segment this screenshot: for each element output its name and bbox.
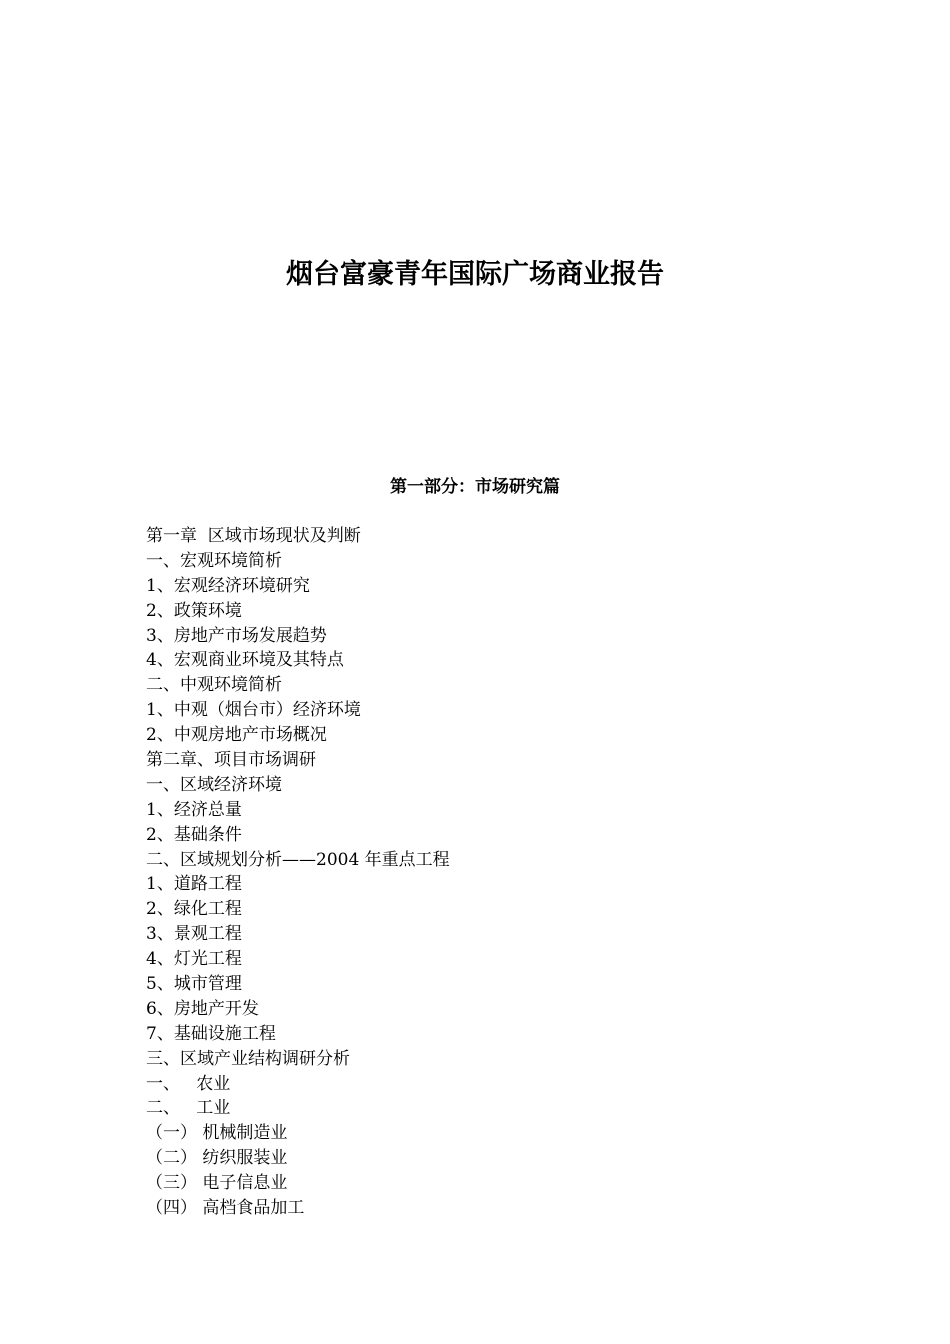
toc-item: 3、房地产市场发展趋势 <box>146 625 327 646</box>
document-title: 烟台富豪青年国际广场商业报告 <box>286 259 664 290</box>
toc-item: （三） 电子信息业 <box>146 1173 288 1194</box>
toc-item: 1、宏观经济环境研究 <box>146 575 310 596</box>
toc-item: 6、房地产开发 <box>146 998 259 1019</box>
toc-item: 一、宏观环境简析 <box>146 550 282 571</box>
toc-item: 2、政策环境 <box>146 600 242 621</box>
toc-item: （一） 机械制造业 <box>146 1123 288 1144</box>
toc-item: 第二章、项目市场调研 <box>146 750 316 771</box>
toc-item: （二） 纺织服装业 <box>146 1148 288 1169</box>
toc-item: 4、灯光工程 <box>146 949 242 970</box>
toc-item: 二、中观环境简析 <box>146 675 282 696</box>
toc-item: 4、宏观商业环境及其特点 <box>146 650 344 671</box>
toc-item: 2、基础条件 <box>146 824 242 845</box>
toc-item: 3、景观工程 <box>146 924 242 945</box>
toc-item: 一、 农业 <box>146 1073 231 1094</box>
toc-item: 1、中观（烟台市）经济环境 <box>146 700 361 721</box>
toc-item: 三、区域产业结构调研分析 <box>146 1048 350 1069</box>
toc-item: 1、经济总量 <box>146 799 242 820</box>
part-title: 第一部分：市场研究篇 <box>390 477 560 497</box>
toc-item: 7、基础设施工程 <box>146 1023 276 1044</box>
toc-item: 2、绿化工程 <box>146 899 242 920</box>
toc-item: 二、 工业 <box>146 1098 231 1119</box>
toc-item: 1、道路工程 <box>146 874 242 895</box>
toc-item: 第一章 区域市场现状及判断 <box>146 526 361 546</box>
toc-item: 2、中观房地产市场概况 <box>146 725 327 746</box>
toc-item: 二、区域规划分析——2004 年重点工程 <box>146 849 450 870</box>
toc-item: 一、区域经济环境 <box>146 774 282 795</box>
toc-item: （四） 高档食品加工 <box>146 1198 305 1219</box>
toc-item: 5、城市管理 <box>146 974 242 995</box>
table-of-contents <box>146 524 846 1221</box>
